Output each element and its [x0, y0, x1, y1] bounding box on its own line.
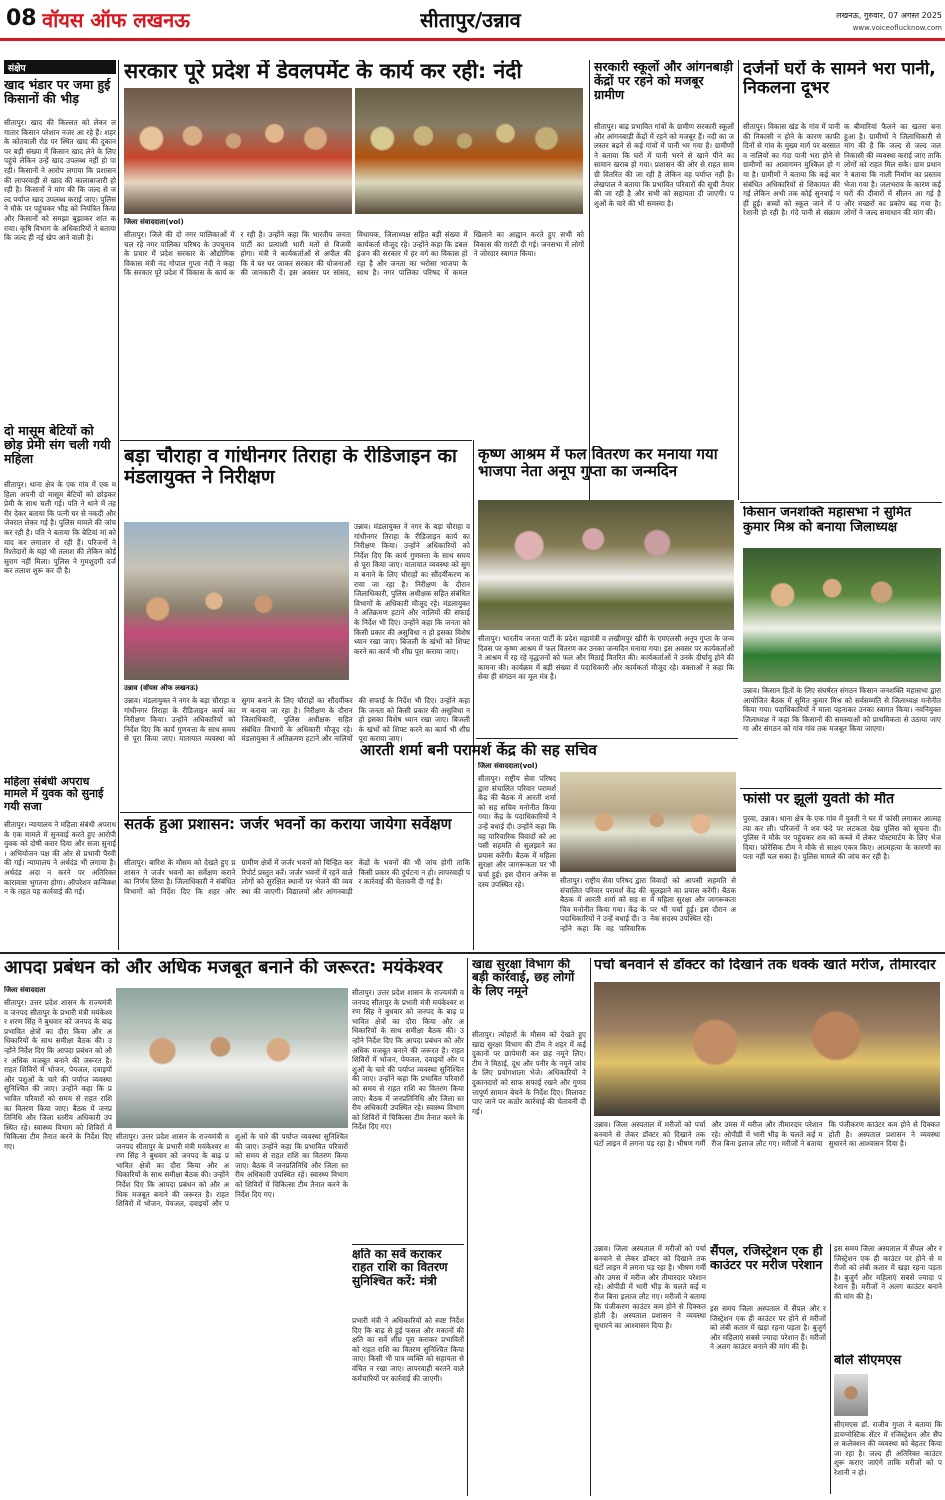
aarti-body-2: सीतापुर। राष्ट्रीय सेवा परिषद द्वारा संचालित परिवार परामर्श केंद्र की बैठक में आरती शर्मा को सह सचिव मनोनीत किया गया। केंद्र के पदाधिकारियों ने उन्हें बधाई दी। उन्होंने कहा कि वह पारिवारिक विवादों को आपसी सहमति से सुलझाने का प्रयास करेंगी। बैठक में महिला सुरक्षा और जागरूकता पर भी चर्चा हुई। इस दौरान अनेक सदस्य उपस्थित रहे। [560, 876, 736, 933]
section-rule [120, 440, 472, 441]
aarti-body: सीतापुर। राष्ट्रीय सेवा परिषद द्वारा संचालित परिवार परामर्श केंद्र की बैठक में आरती शर्मा को सह सचिव मनोनीत किया गया। केंद्र के पदाधिकारियों ने उन्हें बधाई दी। उन्होंने कहा कि वह पारिवारिक विवादों को आपसी सहमति से सुलझाने का प्रयास करेंगी। बैठक में महिला सुरक्षा और जागरूकता पर भी चर्चा हुई। इस दौरान अनेक सदस्य उपस्थित रहे। [478, 774, 556, 889]
bada-byline: उन्नाव (वॉयस ऑफ लखनऊ) [124, 684, 199, 692]
column-divider [590, 958, 591, 1496]
dateline: लखनऊ, गुरुवार, 07 अगस्त 2025 [836, 11, 942, 20]
lead-body: सीतापुर। जिले की दो नगर पालिकाओं में चल रहे नगर पालिका परिषद के उपचुनाव के प्रचार में प्रदेश सरकार के औद्योगिक विकास मंत्री नंद गोपाल गुप्ता नंदी ने कहा कि सरकार पूरे प्रदेश में विकास के कार्य कर रही है। उन्होंने कहा कि भारतीय जनता पार्टी का प्रत्याशी भारी मतों से विजयी होगा। मंत्री ने कार्यकर्ताओं से अपील की कि वे घर घर जाकर सरकार की योजनाओं की जानकारी दें। इस अवसर पर सांसद, विधायक, जिलाध्यक्ष सहित बड़ी संख्या में कार्यकर्ता मौजूद रहे। उन्होंने कहा कि डबल इंजन की सरकार में हर वर्ग का विकास हो रहा है और जनता का भरोसा भाजपा के साथ है। नगर पालिका परिषद में कमल खिलाने का आह्वान करते हुए सभी को विकास की गारंटी दी गई। जनसभा में लोगों ने जोरदार स्वागत किया। [124, 230, 584, 278]
sample-headline: सैंपल, रजिस्ट्रेशन एक ही काउंटर पर मरीज परेशान [710, 1244, 823, 1272]
krishna-headline: कृष्ण आश्रम में फल वितरण कर मनाया गया भाजपा नेता अनूप गुप्ता का जन्मदिन [478, 446, 718, 480]
phansi-headline: फांसी पर झूली युवती की मौत [743, 792, 895, 807]
khadya-body: सीतापुर। त्योहारों के मौसम को देखते हुए खाद्य सुरक्षा विभाग की टीम ने शहर में कई दुकानों पर छापेमारी कर छह नमूने लिए। टीम ने मिठाई, दूध और पनीर के नमूने जांच के लिए प्रयोगशाला भेजे। अधिकारियों ने दुकानदारों को साफ सफाई रखने और गुणवत्तापूर्ण सामान बेचने के निर्देश दिए। मिलावट पाए जाने पर कठोर कार्रवाई की चेतावनी दी गई। [472, 1030, 586, 1116]
masthead-rule [0, 38, 945, 41]
paper-name: वॉयस ऑफ लखनऊ [42, 8, 190, 32]
lead-photo [124, 88, 352, 214]
column-divider [830, 1244, 831, 1494]
section-rule [120, 812, 472, 813]
bada-body: उन्नाव। मंडलायुक्त ने नगर के बड़ा चौराहा व गांधीनगर तिराहा के रीडिजाइन कार्य का निरीक्षण किया। उन्होंने अधिकारियों को निर्देश दिए कि कार्य गुणवत्ता के साथ समय से पूरा किया जाए। यातायात व्यवस्था को सुगम बनाने के लिए चौराहों का सौंदर्यीकरण कराया जा रहा है। निरीक्षण के दौरान जिलाधिकारी, पुलिस अधीक्षक सहित संबंधित विभागों के अधिकारी मौजूद रहे। मंडलायुक्त ने अतिक्रमण हटाने और नालियों की सफाई के निर्देश भी दिए। उन्होंने कहा कि जनता को किसी प्रकार की असुविधा न हो इसका विशेष ध्यान रखा जाए। बिजली के खंभों को शिफ्ट करने का कार्य भी शीघ्र पूरा कराया जाए। [124, 696, 470, 744]
column-divider [738, 60, 739, 500]
masthead [0, 0, 945, 42]
brief-3-body: सीतापुर। न्यायालय ने महिला संबंधी अपराध के एक मामले में सुनवाई करते हुए आरोपी युवक को दोषी करार दिया और सजा सुनाई। अभियोजन पक्ष की ओर से प्रभावी पैरवी की गई। न्यायालय ने अर्थदंड भी लगाया है। अर्थदंड अदा न करने पर अतिरिक्त कारावास भुगतना होगा। ऑपरेशन कन्विक्शन के तहत यह कार्रवाई की गई। [4, 820, 116, 897]
sample-body: इस समय जिला अस्पताल में सैंपल और रजिस्ट्रेशन एक ही काउंटर पर होने से मरीजों को लंबी कतार में खड़ा रहना पड़ता है। बुजुर्ग और महिलाएं सबसे ज्यादा परेशान हैं। मरीजों ने अलग काउंटर बनाने की मांग की है। [710, 1304, 826, 1352]
aapda-headline: आपदा प्रबंधन को और अधिक मजबूत बनाने की जरूरत: मयंकेश्वर [4, 958, 443, 978]
cms-photo [834, 1374, 868, 1416]
lead-photo-caption: जिला संवाददाता(vol) [124, 218, 184, 226]
school-headline: सरकारी स्कूलों और आंगनबाड़ी केंद्रों पर रहने को मजबूर ग्रामीण [594, 60, 733, 102]
brief-2-headline: दो मासूम बेटियों को छोड़ प्रेमी संग चली गयी महिला [4, 424, 111, 466]
website: www.voiceoflucknow.com [852, 24, 942, 32]
brief-1-headline: खाद भंडार पर जमा हुई किसानों की भीड़ [4, 78, 111, 106]
section-name: सीतापुर/उन्नाव [420, 8, 521, 32]
column-divider [118, 60, 119, 950]
parcha-body: उन्नाव। जिला अस्पताल में मरीजों को पर्चा बनवाने से लेकर डॉक्टर को दिखाने तक घंटों लाइन में लगना पड़ रहा है। भीषण गर्मी और उमस में मरीज और तीमारदार परेशान रहे। ओपीडी में भारी भीड़ के चलते कई मरीज बिना इलाज लौट गए। मरीजों ने बताया कि पंजीकरण काउंटर कम होने से दिक्कत होती है। अस्पताल प्रशासन ने व्यवस्था सुधारने का आश्वासन दिया है। [594, 1120, 940, 1149]
kshati-body: प्रभारी मंत्री ने अधिकारियों को स्पष्ट निर्देश दिए कि बाढ़ से हुई फसल और मकानों की क्षति का सर्वे शीघ्र पूरा कराकर प्रभावितों को राहत राशि का वितरण सुनिश्चित किया जाए। किसी भी पात्र व्यक्ति को सहायता से वंचित न रखा जाए। लापरवाही बरतने वाले कर्मचारियों पर कार्रवाई की जाएगी। [352, 1316, 464, 1383]
parcha-body-2: उन्नाव। जिला अस्पताल में मरीजों को पर्चा बनवाने से लेकर डॉक्टर को दिखाने तक घंटों लाइन में लगना पड़ रहा है। भीषण गर्मी और उमस में मरीज और तीमारदार परेशान रहे। ओपीडी में भारी भीड़ के चलते कई मरीज बिना इलाज लौट गए। मरीजों ने बताया कि पंजीकरण काउंटर कम होने से दिक्कत होती है। अस्पताल प्रशासन ने व्यवस्था सुधारने का आश्वासन दिया है। [594, 1244, 706, 1330]
phansi-body: पुरवा, उन्नाव। थाना क्षेत्र के एक गांव में युवती ने घर में फांसी लगाकर आत्महत्या कर ली। परिजनों ने शव फंदे पर लटकता देख पुलिस को सूचना दी। पुलिस ने मौके पर पहुंचकर शव को कब्जे में लेकर पोस्टमार्टम के लिए भेज दिया। फोरेंसिक टीम ने मौके से साक्ष्य एकत्र किए। आत्महत्या के कारणों का पता नहीं चल सका है। पुलिस मामले की जांच कर रही है। [743, 814, 941, 862]
brief-1-body: सीतापुर। खाद की किल्लत को लेकर लगातार किसान परेशान नजर आ रहे हैं। शहर के कोतवाली रोड पर स्थित खाद की दुकान पर बड़ी संख्या में किसान खाद लेने के लिए पहुंचे लेकिन उन्हें खाद उपलब्ध नहीं हो पा रही। किसानों ने आरोप लगाया कि प्रशासन की लापरवाही से खाद की कालाबाजारी हो रही है। किसानों ने मांग की कि जल्द से जल्द पर्याप्त खाद उपलब्ध कराई जाए। पुलिस ने मौके पर पहुंचकर भीड़ को नियंत्रित किया और किसानों को समझा बुझाकर शांत कराया। कृषि विभाग के अधिकारियों ने बताया कि जल्द ही नई खेप आने वाली है। [4, 118, 116, 243]
lead-headline: सरकार पूरे प्रदेश में डेवलपमेंट के कार्य कर रही: नंदी [124, 60, 522, 83]
school-body: सीतापुर। बाढ़ प्रभावित गांवों के ग्रामीण सरकारी स्कूलों और आंगनबाड़ी केंद्रों में रहने को मजबूर हैं। नदी का जलस्तर बढ़ने से कई गांवों में पानी भर गया है। ग्रामीणों ने बताया कि घरों में पानी भरने से खाने पीने का सामान खराब हो गया। प्रशासन की ओर से राहत सामग्री वितरित की जा रही है लेकिन वह पर्याप्त नहीं है। लेखपाल ने बताया कि प्रभावित परिवारों की सूची तैयार की जा रही है और सभी को सहायता दी जाएगी। पशुओं के चारे की भी समस्या है। [594, 122, 734, 208]
jarjar-body: सीतापुर। बारिश के मौसम को देखते हुए प्रशासन ने जर्जर भवनों का सर्वेक्षण कराने का निर्णय लिया है। जिलाधिकारी ने संबंधित विभागों को निर्देश दिए कि शहर और ग्रामीण क्षेत्रों में जर्जर भवनों को चिन्हित कर रिपोर्ट प्रस्तुत करें। जर्जर भवनों में रहने वाले लोगों को सुरक्षित स्थानों पर भेजने की व्यवस्था की जाएगी। विद्यालयों और आंगनबाड़ी केंद्रों के भवनों की भी जांच होगी ताकि किसी प्रकार की दुर्घटना न हो। लापरवाही पर कार्रवाई की चेतावनी दी गई है। [124, 858, 470, 896]
section-rule [476, 738, 738, 739]
aapda-body-left: सीतापुर। उत्तर प्रदेश शासन के राज्यमंत्री व जनपद सीतापुर के प्रभारी मंत्री मयंकेश्वर शरण सिंह ने बुधवार को जनपद के बाढ़ प्रभावित क्षेत्रों का दौरा किया और अधिकारियों के साथ समीक्षा बैठक की। उन्होंने निर्देश दिए कि आपदा प्रबंधन को और अधिक मजबूत बनाने की जरूरत है। राहत शिविरों में भोजन, पेयजल, दवाइयों और पशुओं के चारे की पर्याप्त व्यवस्था सुनिश्चित की जाए। उन्होंने कहा कि प्रभावित परिवारों को समय से राहत राशि का वितरण किया जाए। बैठक में जनप्रतिनिधि और जिला स्तरीय अधिकारी उपस्थित रहे। स्वास्थ्य विभाग को शिविरों में चिकित्सा टीम तैनात करने के निर्देश दिए गए। [4, 998, 112, 1151]
kisan-headline: किसान जनशक्ति महासभा ने सुमित कुमार मिश्र को बनाया जिलाध्यक्ष [743, 506, 912, 535]
column-divider [589, 60, 590, 500]
aarti-byline: जिला संवाददाता(vol) [478, 762, 538, 770]
parcha-photo [594, 982, 940, 1116]
cms-headline: बोले सीएमएस [834, 1354, 902, 1368]
krishna-photo [478, 500, 734, 630]
page-number: 08 [6, 6, 37, 31]
cms-lead-in: इस समय जिला अस्पताल में सैंपल और रजिस्ट्रेशन एक ही काउंटर पर होने से मरीजों को लंबी कतार में खड़ा रहना पड़ता है। बुजुर्ग और महिलाएं सबसे ज्यादा परेशान हैं। मरीजों ने अलग काउंटर बनाने की मांग की है। [834, 1244, 942, 1301]
brief-3-headline: महिला संबंधी अपराध मामले में युवक को सुनाई गयी सजा [4, 776, 104, 813]
water-headline: दर्जनों घरों के सामने भरा पानी, निकलना दूभर [743, 60, 936, 99]
kshati-headline: क्षति का सर्वे कराकर राहत राशि का वितरण सुनिश्चित करें: मंत्री [352, 1248, 448, 1288]
aarti-photo [560, 772, 736, 872]
column-divider [467, 958, 468, 1496]
aapda-body-middle: सीतापुर। उत्तर प्रदेश शासन के राज्यमंत्री व जनपद सीतापुर के प्रभारी मंत्री मयंकेश्वर शरण सिंह ने बुधवार को जनपद के बाढ़ प्रभावित क्षेत्रों का दौरा किया और अधिकारियों के साथ समीक्षा बैठक की। उन्होंने निर्देश दिए कि आपदा प्रबंधन को और अधिक मजबूत बनाने की जरूरत है। राहत शिविरों में भोजन, पेयजल, दवाइयों और पशुओं के चारे की पर्याप्त व्यवस्था सुनिश्चित की जाए। उन्होंने कहा कि प्रभावित परिवारों को समय से राहत राशि का वितरण किया जाए। बैठक में जनप्रतिनिधि और जिला स्तरीय अधिकारी उपस्थित रहे। स्वास्थ्य विभाग को शिविरों में चिकित्सा टीम तैनात करने के निर्देश दिए गए। [116, 1132, 348, 1209]
aapda-body-right: सीतापुर। उत्तर प्रदेश शासन के राज्यमंत्री व जनपद सीतापुर के प्रभारी मंत्री मयंकेश्वर शरण सिंह ने बुधवार को जनपद के बाढ़ प्रभावित क्षेत्रों का दौरा किया और अधिकारियों के साथ समीक्षा बैठक की। उन्होंने निर्देश दिए कि आपदा प्रबंधन को और अधिक मजबूत बनाने की जरूरत है। राहत शिविरों में भोजन, पेयजल, दवाइयों और पशुओं के चारे की पर्याप्त व्यवस्था सुनिश्चित की जाए। उन्होंने कहा कि प्रभावित परिवारों को समय से राहत राशि का वितरण किया जाए। बैठक में जनप्रतिनिधि और जिला स्तरीय अधिकारी उपस्थित रहे। स्वास्थ्य विभाग को शिविरों में चिकित्सा टीम तैनात करने के निर्देश दिए गए। [352, 988, 464, 1132]
khadya-headline: खाद्य सुरक्षा विभाग की बड़ी कार्रवाई, छह लोगों के लिए नमूने [472, 958, 575, 998]
aarti-headline: आरती शर्मा बनी परामर्श केंद्र की सह सचिव [360, 742, 597, 759]
section-rule [0, 952, 945, 954]
bada-body-right: उन्नाव। मंडलायुक्त ने नगर के बड़ा चौराहा व गांधीनगर तिराहा के रीडिजाइन कार्य का निरीक्षण किया। उन्होंने अधिकारियों को निर्देश दिए कि कार्य गुणवत्ता के साथ समय से पूरा किया जाए। यातायात व्यवस्था को सुगम बनाने के लिए चौराहों का सौंदर्यीकरण कराया जा रहा है। निरीक्षण के दौरान जिलाधिकारी, पुलिस अधीक्षक सहित संबंधित विभागों के अधिकारी मौजूद रहे। मंडलायुक्त ने अतिक्रमण हटाने और नालियों की सफाई के निर्देश भी दिए। उन्होंने कहा कि जनता को किसी प्रकार की असुविधा न हो इसका विशेष ध्यान रखा जाए। बिजली के खंभों को शिफ्ट करने का कार्य भी शीघ्र पूरा कराया जाए। [354, 522, 470, 656]
aapda-photo [116, 988, 348, 1128]
parcha-headline: पर्चा बनवाने से डॉक्टर को दिखाने तक धक्के खाते मरीज, तीमारदार [594, 958, 936, 973]
bada-photo [124, 522, 349, 680]
section-rule [740, 502, 942, 503]
lead-photo-2 [355, 88, 583, 214]
cms-body: सीएमएस डॉ. राजीव गुप्ता ने बताया कि डायग्नोस्टिक सेंटर में रजिस्ट्रेशन और सैंपल कलेक्शन की व्यवस्था को बेहतर किया जा रहा है। जल्द ही अतिरिक्त काउंटर शुरू कराए जाएंगे ताकि मरीजों को परेशानी न हो। [834, 1420, 942, 1477]
water-body: सीतापुर। विकास खंड के गांव में पानी की निकासी न होने के कारण काफी दिनों से गांव के मुख्य मार्ग पर बरसात व नालियों का गंदा पानी भरा होने से ग्रामीणों का आवागमन मुश्किल हो गया है। ग्रामीणों ने बताया कि कई बार संबंधित अधिकारियों से शिकायत की गई लेकिन अभी तक कोई सुनवाई नहीं हुई। बच्चों को स्कूल जाने में परेशानी हो रही है। गंदे पानी से संक्रामक बीमारियां फैलने का खतरा बना हुआ है। ग्रामीणों ने जिलाधिकारी से मांग की है कि जल्द से जल्द जल निकासी की व्यवस्था कराई जाए ताकि लोगों को राहत मिल सके। ग्राम प्रधान ने बताया कि नाली निर्माण का प्रस्ताव भेजा गया है। जलभराव के कारण कई घरों की दीवारों में सीलन आ गई है और मच्छरों का प्रकोप बढ़ गया है। लोगों ने जल्द समाधान की मांग की। [743, 122, 941, 218]
sankshep-column [4, 60, 116, 840]
krishna-body: सीतापुर। भारतीय जनता पार्टी के प्रदेश महामंत्री व लखीमपुर खीरी के एमएलसी अनूप गुप्ता के जन्मदिवस पर कृष्ण आश्रम में फल वितरण कर उनका जन्मदिन मनाया गया। इस अवसर पर कार्यकर्ताओं ने आश्रम में रह रहे वृद्धजनों को फल और मिठाई वितरित की। कार्यकर्ताओं ने उनके दीर्घायु होने की कामना की। कार्यक्रम में बड़ी संख्या में पदाधिकारी और कार्यकर्ता मौजूद रहे। वक्ताओं ने कहा कि सेवा ही संगठन का मूल मंत्र है। [478, 634, 734, 682]
sankshep-tag: संक्षेप [4, 60, 116, 74]
kisan-body: उन्नाव। किसान हितों के लिए संघर्षरत संगठन किसान जनशक्ति महासभा द्वारा आयोजित बैठक में सुमित कुमार मिश्र को सर्वसम्मति से जिलाध्यक्ष मनोनीत किया गया। पदाधिकारियों ने माला पहनाकर उनका स्वागत किया। नवनियुक्त जिलाध्यक्ष ने कहा कि किसानों की समस्याओं को प्राथमिकता से उठाया जाएगा और संगठन को गांव गांव तक मजबूत किया जाएगा। [743, 686, 941, 734]
brief-2-body: सीतापुर। थाना क्षेत्र के एक गांव में एक महिला अपनी दो मासूम बेटियों को छोड़कर प्रेमी के साथ चली गई। पति ने थाने में तहरीर देकर बताया कि पत्नी घर से नकदी और जेवरात लेकर गई है। पुलिस मामले की जांच कर रही है। पति ने बताया कि बेटियां मां को याद कर लगातार रो रही हैं। परिजनों ने रिश्तेदारों के यहां भी तलाश की लेकिन कोई सुराग नहीं मिला। पुलिस ने गुमशुदगी दर्ज कर तलाश शुरू कर दी है। [4, 480, 116, 576]
section-rule [352, 1244, 464, 1245]
aapda-byline: जिला संवाददाता [4, 986, 46, 994]
column-divider [473, 440, 474, 950]
jarjar-headline: सतर्क हुआ प्रशासन: जर्जर भवनों का कराया जायेगा सर्वेक्षण [124, 816, 452, 833]
kisan-photo [743, 548, 941, 682]
section-rule [740, 788, 942, 789]
bada-headline: बड़ा चौराहा व गांधीनगर तिराहा के रीडिजाइन का मंडलायुक्त ने निरीक्षण [124, 446, 457, 489]
